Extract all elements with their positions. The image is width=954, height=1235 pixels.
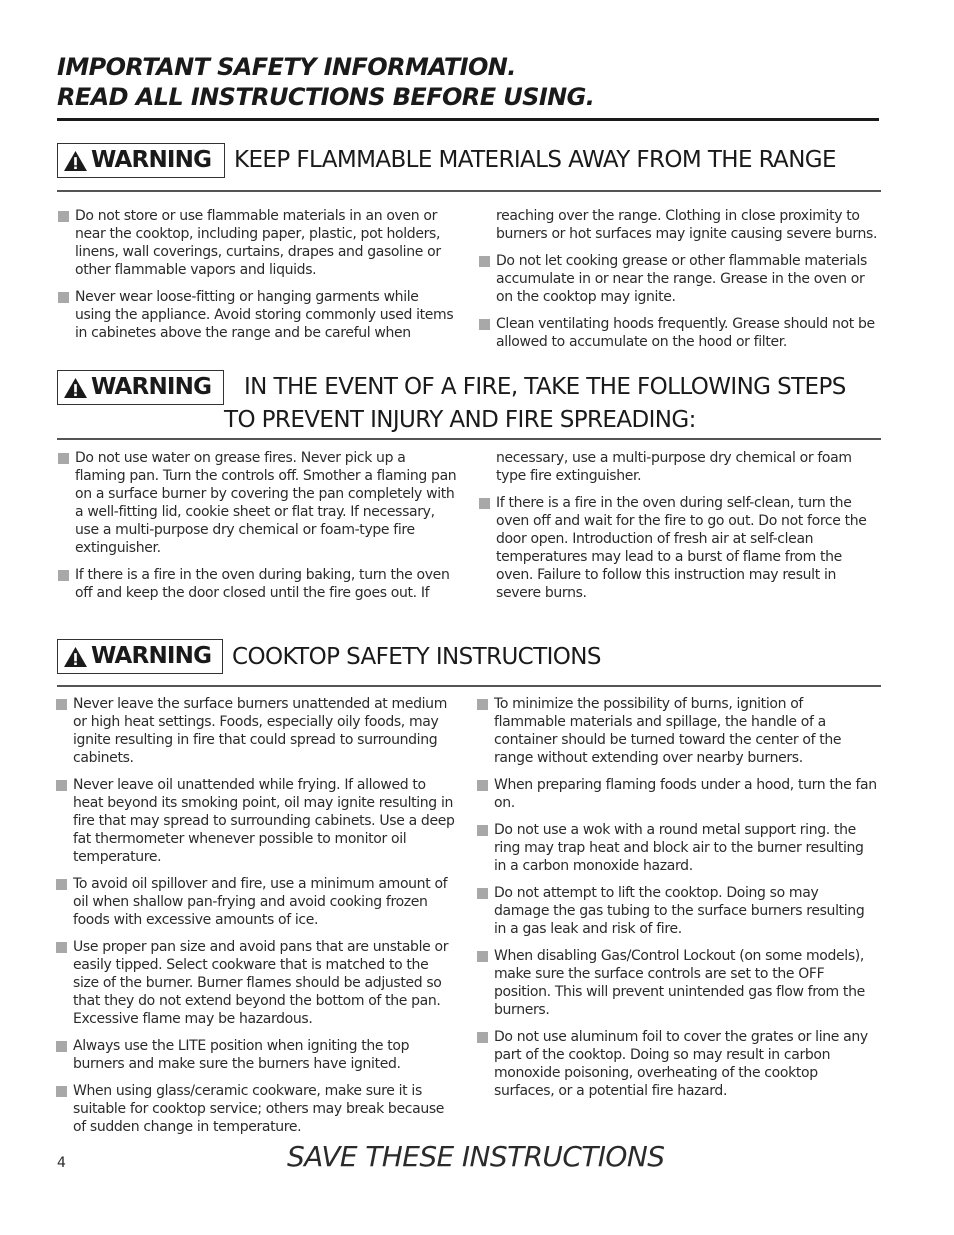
warning-badge: [57, 639, 223, 674]
bullet-text: Do not attempt to lift the cooktop. Doing so may damage the gas tubing to the surface burners resulting in a gas leak and risk of fire.: [494, 885, 865, 937]
bullet-item: [477, 821, 877, 875]
bullet-text: Do not store or use flammable materials in an oven or near the cooktop, including paper, plastic, pot holders, linens, wall coverings, curtains, drapes and gasoline or other flammable vapors and liquids.: [75, 208, 441, 278]
bullet-text: Do not let cooking grease or other flammable materials accumulate in or near the range. Grease in the oven or on the cooktop may ignite.: [496, 253, 867, 305]
bullet-text: Never leave oil unattended while frying. If allowed to heat beyond its smoking point, oil may ignite resulting in fire that may spread to surrounding cabinets. Use a deep fat thermometer whenever possible to monitor oil temperature.: [73, 777, 455, 865]
bullet-item: [58, 566, 458, 602]
bullet-square-icon: [477, 780, 488, 791]
section-3-heading: COOKTOP SAFETY INSTRUCTIONS: [232, 644, 601, 670]
bullet-text: Use proper pan size and avoid pans that are unstable or easily tipped. Select cookware that is matched to the size of the burner. Burner flames should be adjusted so that they do not extend beyond the bottom of the pan. Excessive flame may be hazardous.: [73, 939, 449, 1027]
title-line-1: IMPORTANT SAFETY INFORMATION.: [57, 53, 516, 81]
page-title: [57, 52, 594, 112]
continued-text: [479, 207, 879, 243]
bullet-item: [56, 776, 456, 866]
bullet-square-icon: [56, 1086, 67, 1097]
bullet-item: [479, 494, 879, 602]
warning-label: WARNING: [91, 147, 212, 173]
bullet-item: [477, 695, 877, 767]
bullet-text: If there is a fire in the oven during baking, turn the oven off and keep the door closed until the fire goes out. If: [75, 567, 450, 601]
bullet-item: [56, 695, 456, 767]
bullet-text: When disabling Gas/Control Lockout (on some models), make sure the surface controls are set to the OFF position. This will prevent unintended gas flow from the burners.: [494, 948, 865, 1018]
section-1-divider: [57, 190, 881, 192]
bullet-square-icon: [58, 570, 69, 581]
section-2-divider: [57, 438, 881, 440]
bullet-square-icon: [477, 699, 488, 710]
bullet-square-icon: [56, 699, 67, 710]
section-2-left-column: [58, 449, 458, 611]
bullet-item: [479, 252, 879, 306]
bullet-text: Never leave the surface burners unattended at medium or high heat settings. Foods, especially oily foods, may ignite resulting in fire that could spread to surrounding cabinets.: [73, 696, 447, 766]
bullet-square-icon: [477, 825, 488, 836]
bullet-text: Do not use aluminum foil to cover the grates or line any part of the cooktop. Doing so may result in carbon monoxide poisoning, overheating of the cooktop surfaces, or a potential fire hazard.: [494, 1029, 868, 1099]
bullet-square-icon: [479, 498, 490, 509]
bullet-square-icon: [56, 780, 67, 791]
bullet-square-icon: [477, 888, 488, 899]
bullet-square-icon: [58, 211, 69, 222]
bullet-item: [477, 776, 877, 812]
bullet-item: [477, 947, 877, 1019]
bullet-item: [479, 315, 879, 351]
section-1-left-column: [58, 207, 458, 351]
bullet-item: [56, 875, 456, 929]
bullet-text: Do not use water on grease fires. Never pick up a flaming pan. Turn the controls off. Smother a flaming pan on a surface burner by covering the pan completely with a well-fitting lid, cookie sheet or flat tray. If necessary, use a multi-purpose dry chemical or foam-type fire extinguisher.: [75, 450, 457, 556]
section-3-right-column: [477, 695, 877, 1109]
warning-triangle-icon: [63, 377, 88, 399]
section-2-heading-line-1: IN THE EVENT OF A FIRE, TAKE THE FOLLOWING STEPS: [244, 374, 846, 400]
bullet-text: reaching over the range. Clothing in close proximity to burners or hot surfaces may ignite causing severe burns.: [496, 208, 878, 242]
section-2-right-column: [479, 449, 879, 611]
warning-badge: [57, 370, 224, 405]
bullet-text: To avoid oil spillover and fire, use a minimum amount of oil when shallow pan-frying and avoid cooking frozen foods with excessive amounts of ice.: [73, 876, 448, 928]
bullet-square-icon: [479, 256, 490, 267]
bullet-square-icon: [58, 453, 69, 464]
page-number: 4: [57, 1155, 66, 1171]
continued-text: [479, 449, 879, 485]
bullet-square-icon: [479, 319, 490, 330]
bullet-item: [56, 1037, 456, 1073]
save-instructions-footer: SAVE THESE INSTRUCTIONS: [287, 1140, 665, 1173]
bullet-square-icon: [56, 1041, 67, 1052]
bullet-text: Never wear loose-fitting or hanging garments while using the appliance. Avoid storing commonly used items in cabinetes above the range and be careful when: [75, 289, 454, 341]
warning-label: WARNING: [91, 643, 212, 669]
bullet-square-icon: [56, 879, 67, 890]
bullet-text: If there is a fire in the oven during self-clean, turn the oven off and wait for the fire to go out. Do not force the door open. Introduction of fresh air at self-clean temperatures may lead to a burst of flame from the oven. Failure to follow this instruction may result in severe burns.: [496, 495, 867, 601]
bullet-item: [58, 207, 458, 279]
section-1-right-column: [479, 207, 879, 360]
bullet-item: [477, 884, 877, 938]
bullet-square-icon: [58, 292, 69, 303]
bullet-item: [56, 938, 456, 1028]
title-line-2: READ ALL INSTRUCTIONS BEFORE USING.: [57, 83, 595, 111]
section-3-divider: [57, 685, 881, 687]
title-divider: [57, 118, 879, 121]
bullet-text: Always use the LITE position when igniting the top burners and make sure the burners have ignited.: [73, 1038, 410, 1072]
bullet-text: Clean ventilating hoods frequently. Grease should not be allowed to accumulate on the hood or filter.: [496, 316, 875, 350]
bullet-square-icon: [477, 1032, 488, 1043]
warning-triangle-icon: [63, 646, 88, 668]
bullet-square-icon: [56, 942, 67, 953]
bullet-text: necessary, use a multi-purpose dry chemical or foam type fire extinguisher.: [496, 450, 852, 484]
warning-badge: [57, 143, 225, 178]
bullet-text: When using glass/ceramic cookware, make sure it is suitable for cooktop service; others may break because of sudden change in temperature.: [73, 1083, 445, 1135]
bullet-item: [58, 288, 458, 342]
warning-label: WARNING: [91, 374, 212, 400]
section-3-left-column: [56, 695, 456, 1145]
section-2-heading-line-2: TO PREVENT INJURY AND FIRE SPREADING:: [224, 407, 696, 433]
bullet-item: [58, 449, 458, 557]
bullet-text: When preparing flaming foods under a hood, turn the fan on.: [494, 777, 877, 811]
bullet-item: [56, 1082, 456, 1136]
section-1-heading: KEEP FLAMMABLE MATERIALS AWAY FROM THE RANGE: [234, 147, 836, 173]
warning-triangle-icon: [63, 150, 88, 172]
bullet-text: To minimize the possibility of burns, ignition of flammable materials and spillage, the handle of a container should be turned toward the center of the range without extending over nearby burners.: [494, 696, 842, 766]
bullet-item: [477, 1028, 877, 1100]
bullet-text: Do not use a wok with a round metal support ring. the ring may trap heat and block air to the burner resulting in a carbon monoxide hazard.: [494, 822, 864, 874]
bullet-square-icon: [477, 951, 488, 962]
